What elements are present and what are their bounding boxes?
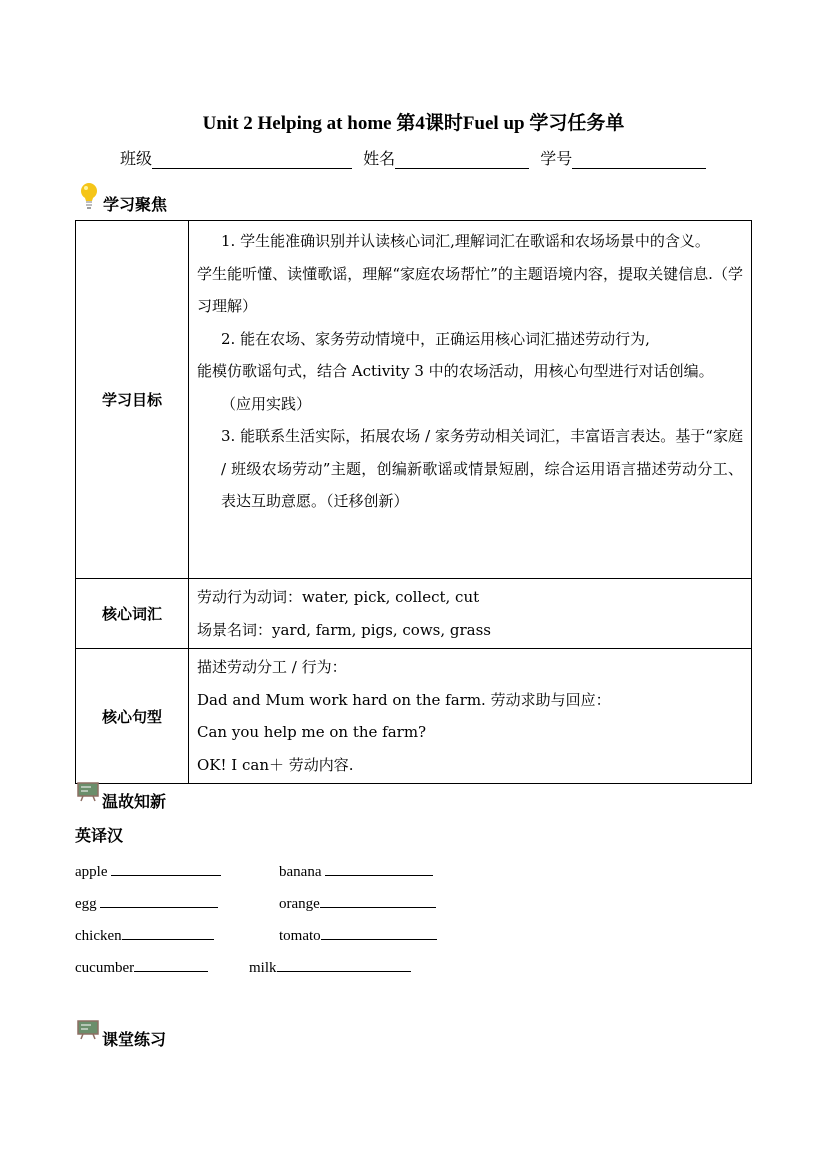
answer-blank[interactable] [321,923,437,940]
goal-line: 学生能听懂、读懂歌谣，理解“家庭农场帮忙”的主题语境内容，提取关键信息.（学习理解） [197,264,743,315]
sentence-row [76,649,752,784]
word-label: orange [279,896,320,912]
name-field[interactable] [395,150,529,169]
review-heading: 温故知新 [102,792,167,811]
word-label: apple [75,864,108,880]
sentence-line: Dad and Mum work hard on the farm. 劳动求助与回应： [197,690,611,709]
word-item-banana [279,859,433,881]
answer-blank[interactable] [325,859,433,876]
word-item-cucumber [75,955,208,977]
student-info-row [120,146,712,169]
word-item-tomato [279,923,437,945]
sentence-line: Can you help me on the farm? [197,723,427,741]
lightbulb-icon [78,181,100,211]
sentence-content [189,649,752,784]
page-title: Unit 2 Helping at home 第4课时Fuel up 学习任务单 [202,113,625,134]
practice-heading: 课堂练习 [102,1030,167,1049]
answer-blank[interactable] [100,891,218,908]
answer-blank[interactable] [134,955,208,972]
word-item-egg [75,891,218,913]
vocab-row [76,579,752,649]
class-field[interactable] [152,150,352,169]
goals-content [189,221,752,579]
vocab-line: 场景名词：yard, farm, pigs, cows, grass [197,620,492,639]
word-item-milk [249,955,411,977]
word-label: chicken [75,928,122,944]
word-item-orange [279,891,436,913]
word-item-apple [75,859,221,881]
word-label: cucumber [75,960,135,976]
number-field[interactable] [572,150,706,169]
word-label: egg [75,896,97,912]
sentence-line: OK! I can＋ 劳动内容. [197,755,354,774]
answer-blank[interactable] [277,955,411,972]
goals-row [76,221,752,579]
review-subheading: 英译汉 [75,826,124,845]
answer-blank[interactable] [111,859,221,876]
focus-heading: 学习聚焦 [103,195,168,214]
vocab-line: 劳动行为动词：water, pick, collect, cut [197,588,480,606]
sentence-label: 核心句型 [76,649,189,784]
goal-line: （应用实践） [221,394,312,413]
word-item-chicken [75,923,214,945]
goal-line: 3. 能联系生活实际，拓展农场 / 家务劳动相关词汇，丰富语言表达。基于“家庭 / 班级农场劳动”主题，创编新歌谣或情景短剧，综合运用语言描述劳动分工、表达互助意愿。（迁移创新） [221,427,743,510]
vocab-label: 核心词汇 [76,579,189,649]
goals-label: 学习目标 [76,221,189,579]
word-label: milk [249,960,277,976]
goal-line: 1. 学生能准确识别并认读核心词汇,理解词汇在歌谣和农场场景中的含义。 [221,232,710,250]
word-label: banana [279,864,322,880]
name-label: 姓名 [363,149,396,168]
goal-line: 2. 能在农场、家务劳动情境中，正确运用核心词汇描述劳动行为, [221,329,650,348]
sentence-line: 描述劳动分工 / 行为： [197,658,347,676]
answer-blank[interactable] [122,923,214,940]
goal-line: 能模仿歌谣句式，结合 Activity 3 中的农场活动，用核心句型进行对话创编。 [197,362,714,380]
focus-table [75,220,752,784]
chalkboard-icon [77,1020,99,1040]
word-label: tomato [279,928,321,944]
class-label: 班级 [120,149,153,168]
vocab-content [189,579,752,649]
answer-blank[interactable] [320,891,436,908]
number-label: 学号 [540,149,573,168]
chalkboard-icon [77,782,99,802]
